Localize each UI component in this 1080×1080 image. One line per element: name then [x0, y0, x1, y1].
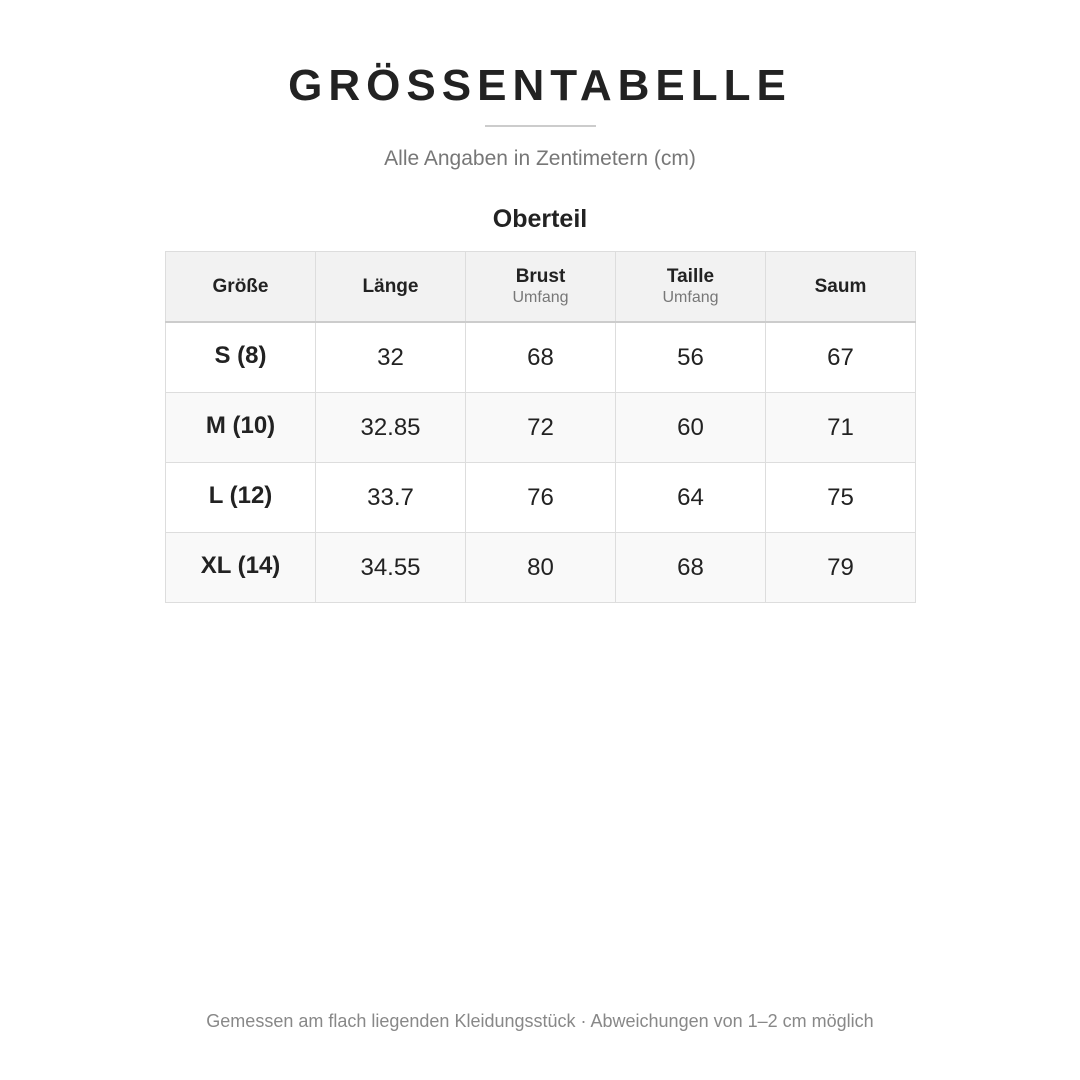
table-header: [166, 252, 916, 323]
column-header-label: Größe: [212, 275, 269, 297]
table-row: [166, 393, 916, 463]
cell-size: S (8): [166, 322, 316, 393]
section-title: Oberteil: [492, 205, 588, 233]
cell-waist: 68: [616, 533, 766, 603]
page-title: GRÖSSENTABELLE: [288, 61, 792, 110]
cell-chest: 80: [466, 533, 616, 603]
cell-size: L (12): [166, 463, 316, 533]
column-header-label: Taille: [666, 265, 715, 287]
table-row: [166, 533, 916, 603]
column-header-label: Saum: [814, 275, 867, 297]
cell-hem: 79: [766, 533, 916, 603]
footer-note: Gemessen am flach liegenden Kleidungsstück · Abweichungen von 1–2 cm möglich: [206, 1011, 874, 1031]
title-divider: [485, 125, 596, 127]
column-header-label: Brust: [515, 265, 566, 287]
table-header-row: [166, 252, 916, 323]
column-header-sublabel: Umfang: [512, 288, 569, 306]
column-header-label: Länge: [362, 275, 419, 297]
table-row: [166, 463, 916, 533]
column-header-chest: [466, 252, 616, 323]
column-header-hem: [766, 252, 916, 323]
cell-chest: 72: [466, 393, 616, 463]
cell-chest: 68: [466, 322, 616, 393]
column-header-size: [166, 252, 316, 323]
table-row: [166, 322, 916, 393]
cell-length: 33.7: [316, 463, 466, 533]
cell-length: 34.55: [316, 533, 466, 603]
cell-length: 32.85: [316, 393, 466, 463]
column-header-length: [316, 252, 466, 323]
cell-waist: 64: [616, 463, 766, 533]
cell-length: 32: [316, 322, 466, 393]
size-table: [165, 251, 916, 603]
column-header-waist: [616, 252, 766, 323]
cell-hem: 67: [766, 322, 916, 393]
cell-size: XL (14): [166, 533, 316, 603]
cell-chest: 76: [466, 463, 616, 533]
column-header-sublabel: Umfang: [662, 288, 719, 306]
cell-waist: 60: [616, 393, 766, 463]
cell-size: M (10): [166, 393, 316, 463]
cell-hem: 75: [766, 463, 916, 533]
table-body: [166, 322, 916, 603]
cell-hem: 71: [766, 393, 916, 463]
page-subtitle: Alle Angaben in Zentimetern (cm): [384, 147, 696, 170]
cell-waist: 56: [616, 322, 766, 393]
